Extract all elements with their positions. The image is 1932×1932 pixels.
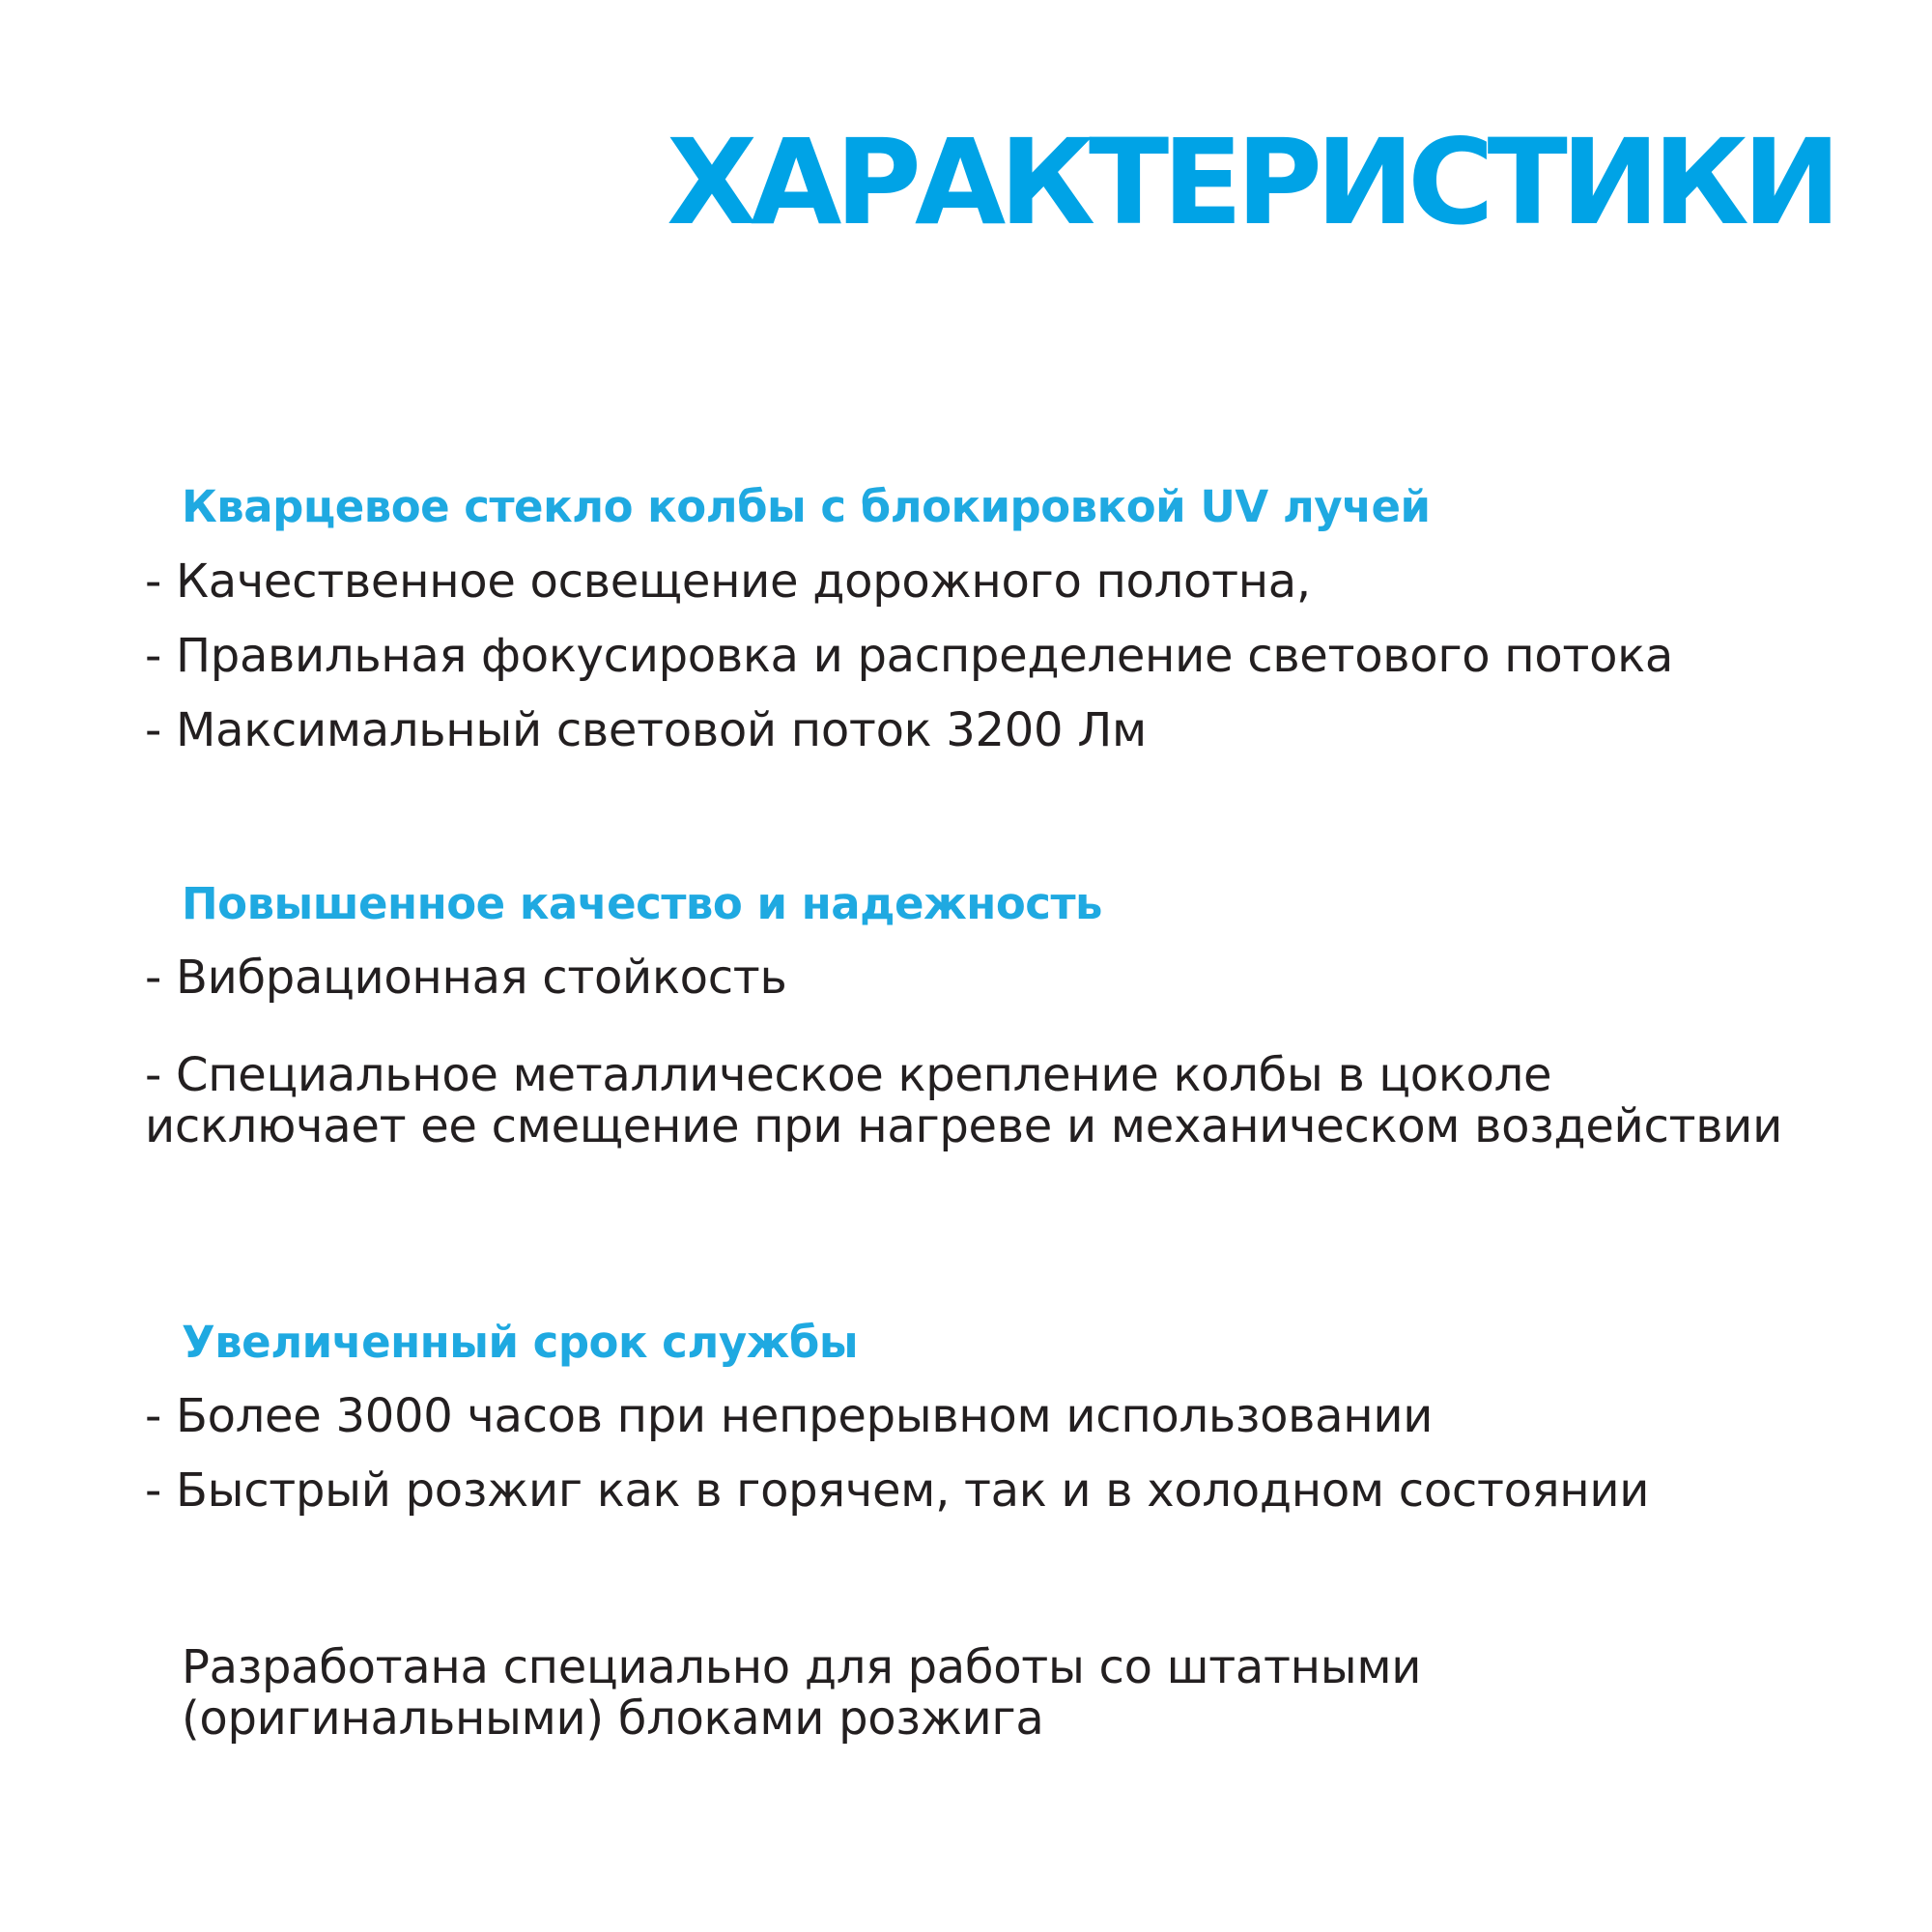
feature-item: - Вибрационная стойкость (145, 951, 787, 1005)
feature-item: - Быстрый розжиг как в горячем, так и в холодном состоянии (145, 1463, 1650, 1518)
section-heading-service-life: Увеличенный срок службы (182, 1317, 859, 1368)
section-heading-quartz-glass: Кварцевое стекло колбы с блокировкой UV лучей (182, 481, 1431, 532)
feature-item: - Специальное металлическое крепление колбы в цоколе исключает ее смещение при нагреве и механическом воздействии (145, 1048, 1782, 1153)
feature-item: - Качественное освещение дорожного полотна, (145, 554, 1311, 609)
compatibility-note: Разработана специально для работы со штатными (оригинальными) блоками розжига (182, 1640, 1422, 1746)
page-title: ХАРАКТЕРИСТИКИ (667, 114, 1834, 251)
feature-item: - Более 3000 часов при непрерывном использовании (145, 1389, 1434, 1443)
feature-item: - Правильная фокусировка и распределение светового потока (145, 629, 1673, 683)
feature-item: - Максимальный световой поток 3200 Лм (145, 703, 1147, 757)
section-heading-reliability: Повышенное качество и надежность (182, 878, 1102, 929)
